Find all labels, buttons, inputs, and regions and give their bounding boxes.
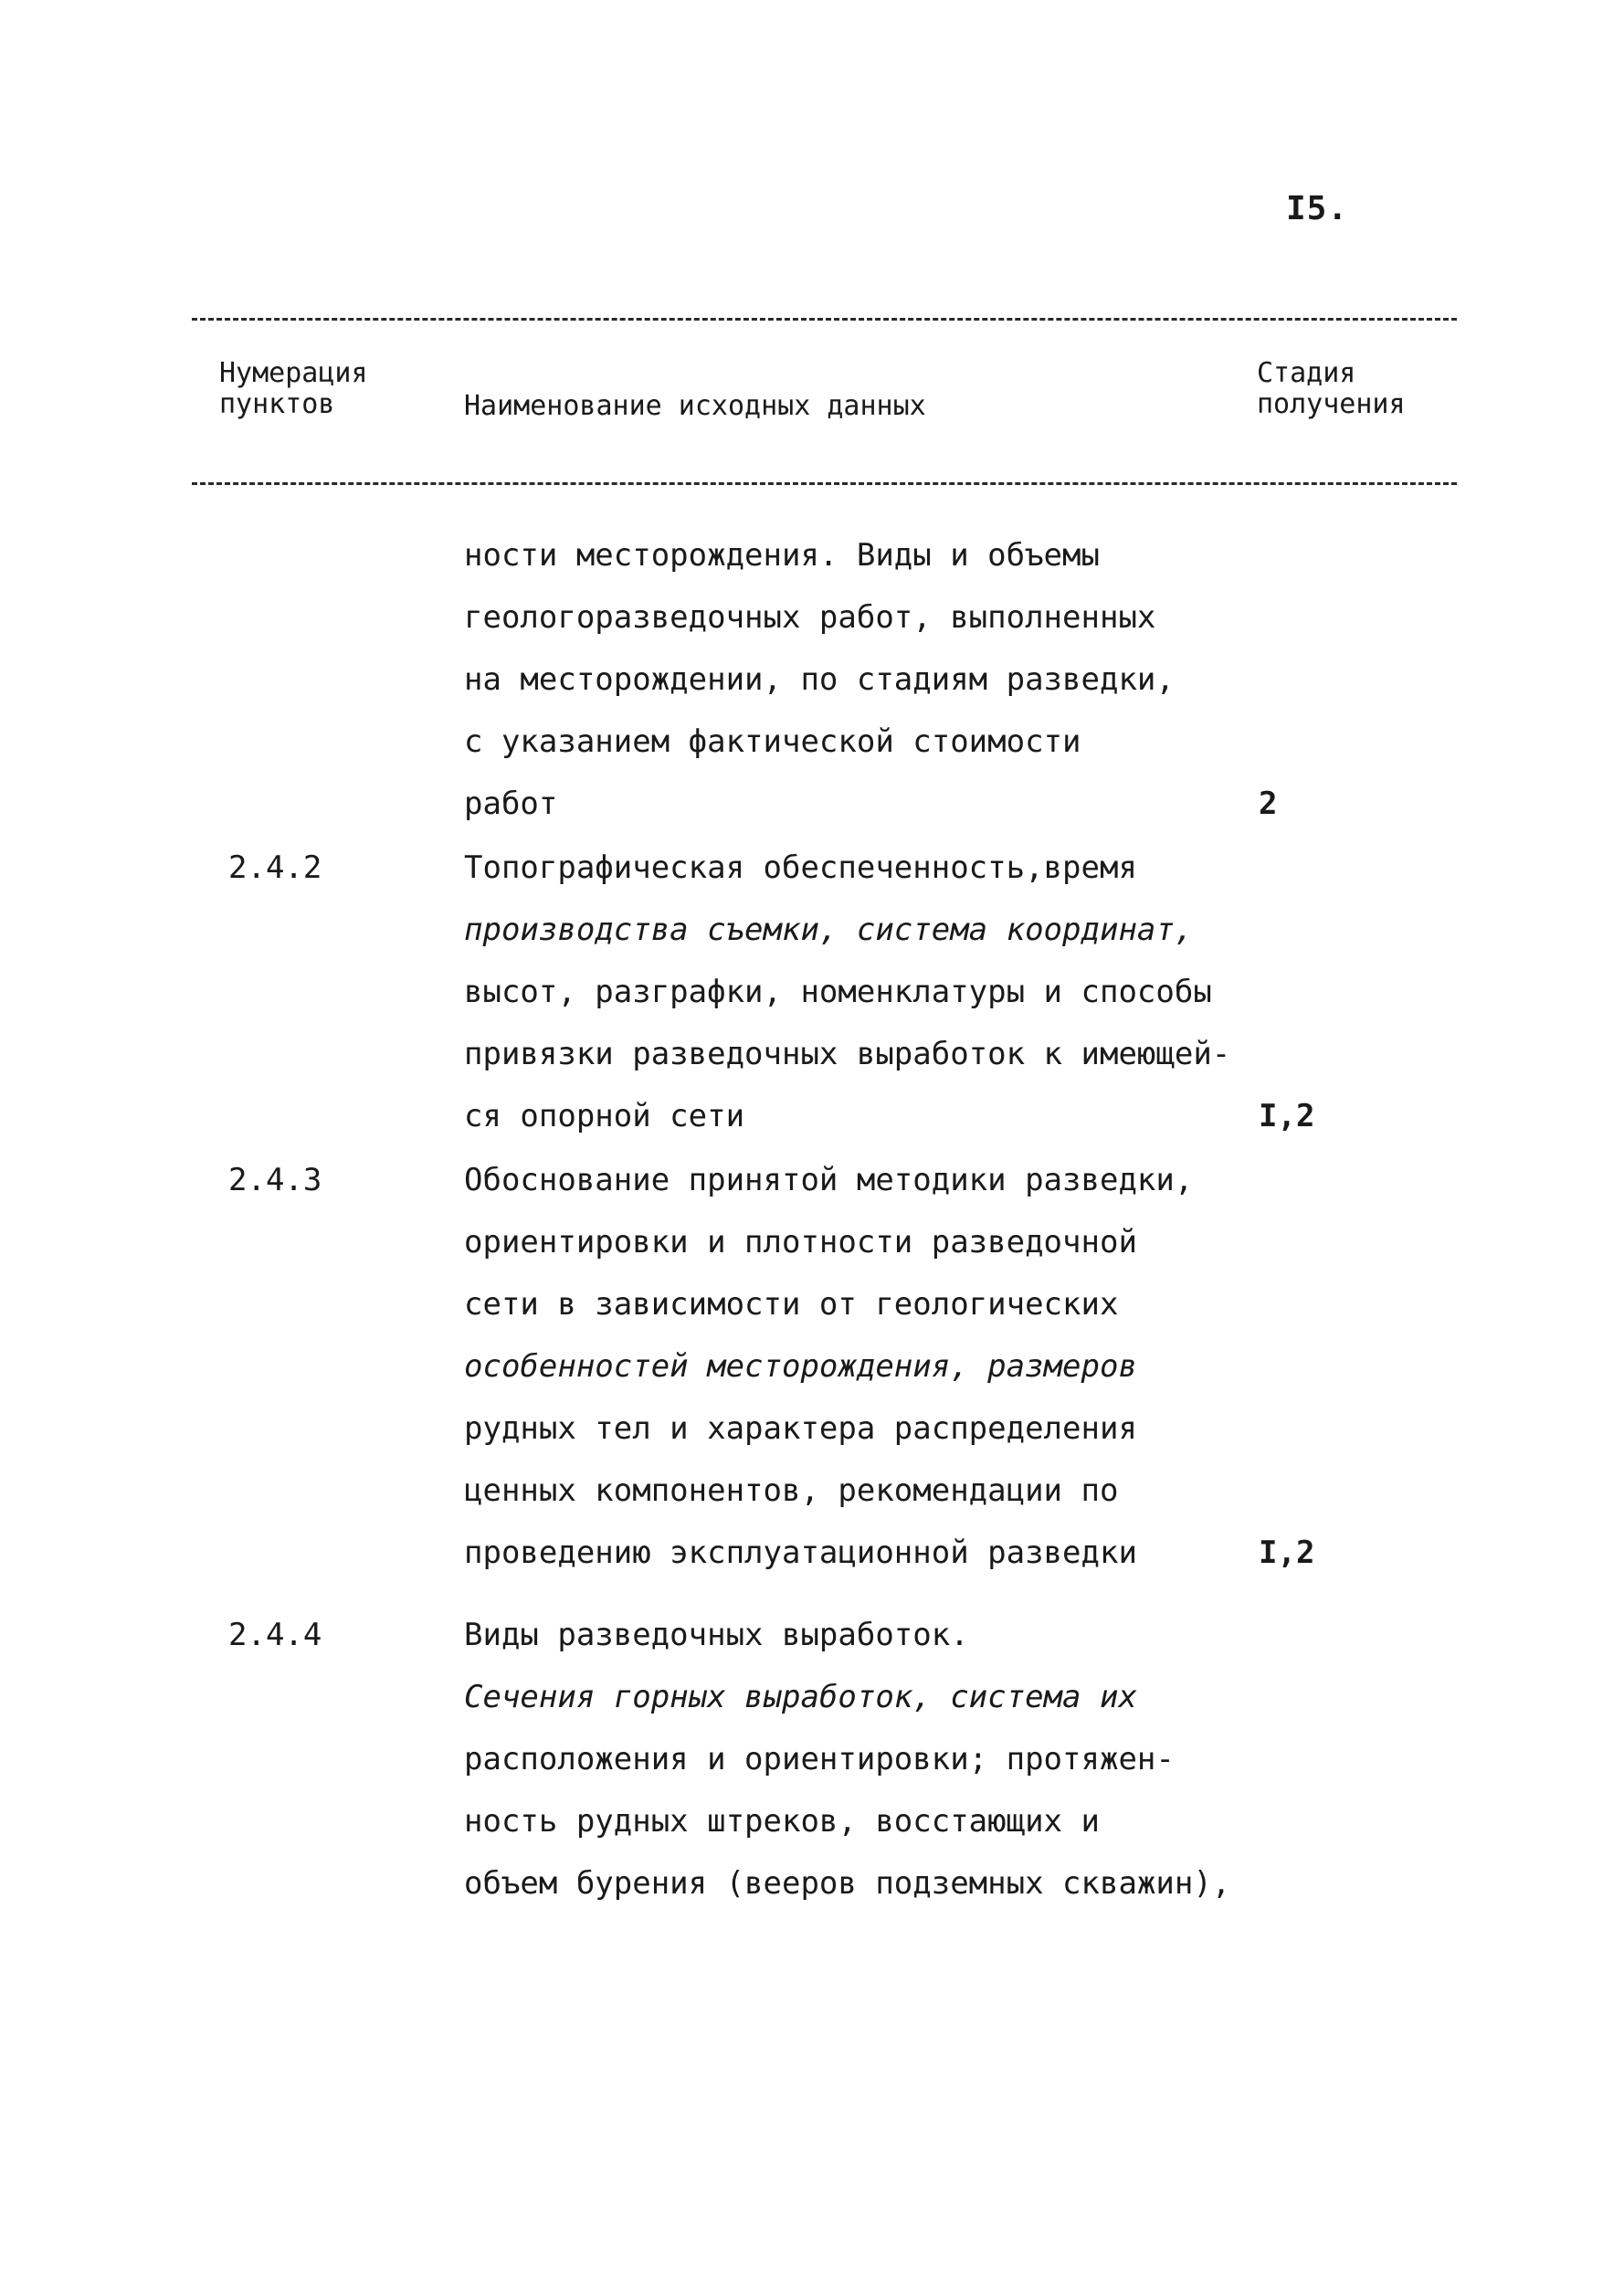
continuation-line: геологоразведочных работ, выполненных <box>464 599 1156 636</box>
header-name: Наименование исходных данных <box>464 390 926 422</box>
item-number: 2.4.4 <box>228 1617 322 1653</box>
item-number: 2.4.3 <box>228 1162 322 1198</box>
item-line: ориентировки и плотности разведочной <box>464 1224 1137 1260</box>
header-stage-line-1: Стадия <box>1257 357 1356 389</box>
header-numbering <box>219 358 457 420</box>
item-line: высот, разграфки, номенклатуры и способы <box>464 974 1212 1010</box>
item-line: расположения и ориентировки; протяжен- <box>464 1741 1175 1777</box>
item-line: рудных тел и характера распределения <box>464 1410 1137 1447</box>
page-number: I5. <box>1286 190 1349 227</box>
header-numbering-line-2: пунктов <box>219 388 335 420</box>
item-line: проведению эксплуатационной разведки <box>464 1534 1137 1571</box>
table-header-rule <box>192 482 1457 485</box>
item-line: Обоснование принятой методики разведки, <box>464 1162 1194 1198</box>
continuation-line: на месторождении, по стадиям разведки, <box>464 661 1175 698</box>
item-line: ся опорной сети <box>464 1098 745 1134</box>
continuation-line: ности месторождения. Виды и объемы <box>464 537 1100 574</box>
item-line: производства съемки, система координат, <box>464 912 1194 948</box>
item-line: Сечения горных выработок, система их <box>464 1679 1137 1715</box>
header-stage-line-2: получения <box>1257 388 1406 420</box>
continuation-stage: 2 <box>1259 786 1278 822</box>
item-stage: I,2 <box>1259 1534 1315 1571</box>
table-top-rule <box>192 318 1457 321</box>
item-line: объем бурения (вееров подземных скважин), <box>464 1865 1231 1902</box>
item-line: привязки разведочных выработок к имеющей- <box>464 1036 1231 1072</box>
item-line: особенностей месторождения, размеров <box>464 1348 1137 1385</box>
item-line: Топографическая обеспеченность,время <box>464 849 1137 886</box>
header-stage <box>1257 358 1458 420</box>
header-numbering-line-1: Нумерация <box>219 357 368 389</box>
item-line: ность рудных штреков, восстающих и <box>464 1803 1100 1840</box>
item-line: Виды разведочных выработок. <box>464 1617 969 1653</box>
item-line: ценных компонентов, рекомендации по <box>464 1472 1119 1509</box>
item-line: сети в зависимости от геологических <box>464 1286 1119 1323</box>
continuation-line: с указанием фактической стоимости <box>464 723 1081 760</box>
continuation-line: работ <box>464 786 558 822</box>
item-number: 2.4.2 <box>228 849 322 886</box>
item-stage: I,2 <box>1259 1098 1315 1134</box>
